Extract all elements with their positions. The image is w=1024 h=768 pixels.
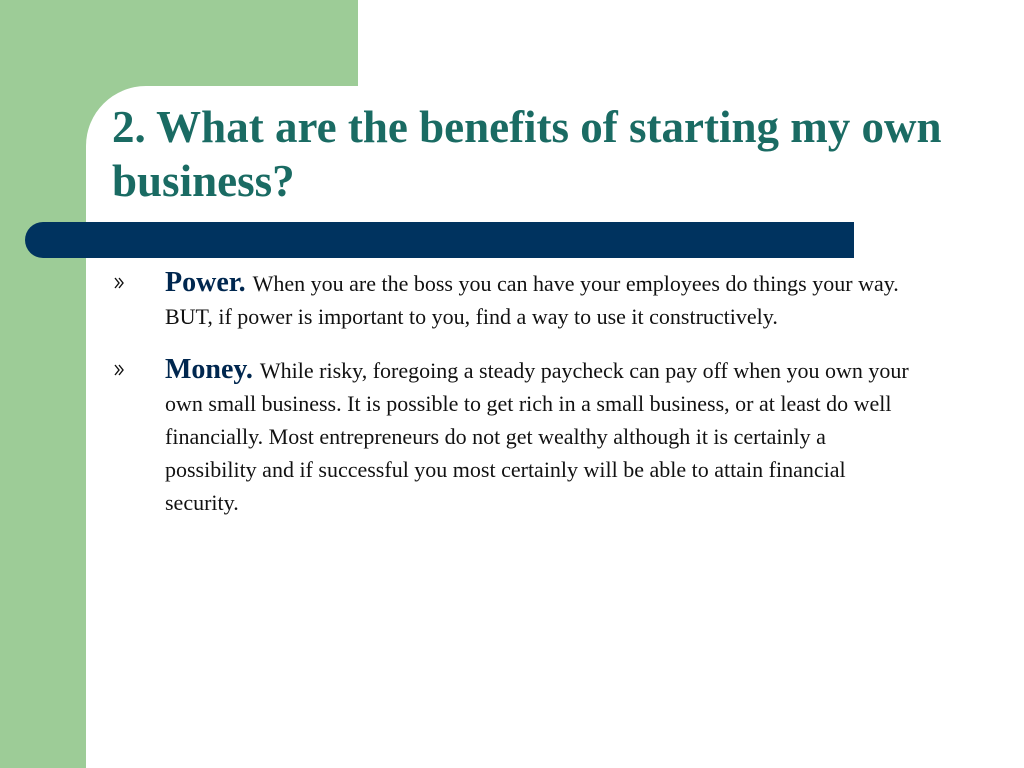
bullet-list [114,266,914,539]
bullet-text: While risky, foregoing a steady paycheck can pay off when you own your own small business. It is possible to get rich in a small business, or at least do well financially. Most entrepreneurs do not get wealthy although it is certainly a possibility and if successful you most certainly will be able to attain financial security. [165,358,909,515]
chevron-right-icon [114,364,124,376]
chevron-right-icon [114,277,124,289]
bullet-heading: Money. [165,354,260,385]
title-underline-bar [25,222,854,258]
bullet-text: When you are the boss you can have your employees do things your way. BUT, if power is important to you, find a way to use it constructively. [165,271,899,329]
bullet-item-money [114,353,914,519]
slide-title: 2. What are the benefits of starting my own business? [112,102,942,206]
bullet-item-power [114,266,914,333]
bullet-heading: Power. [165,267,253,298]
